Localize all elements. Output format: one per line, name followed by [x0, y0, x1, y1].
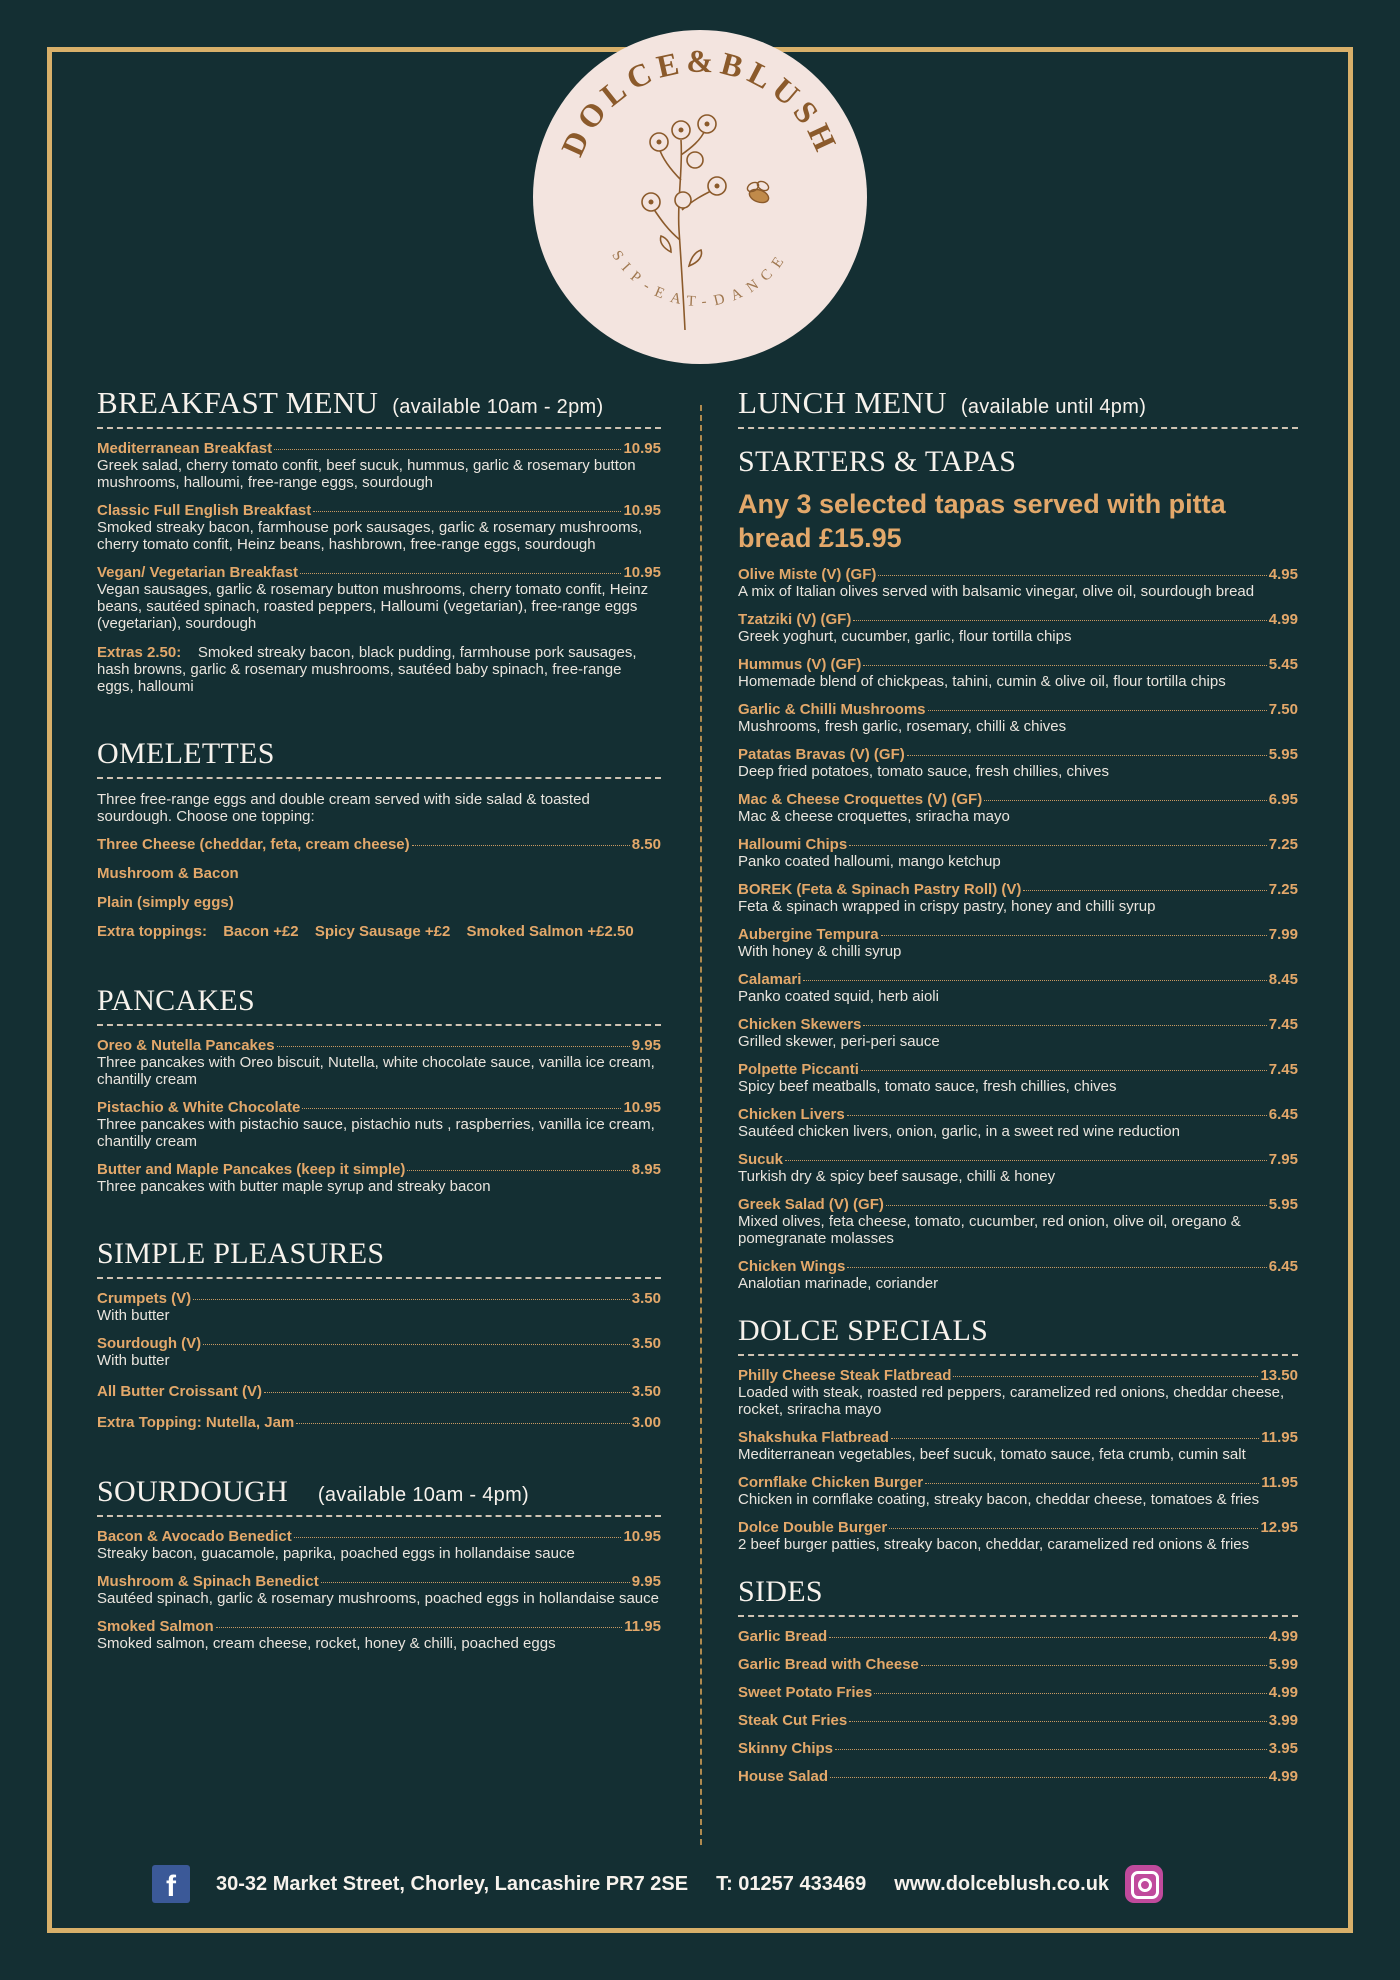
item-description: Three pancakes with Oreo biscuit, Nutella, white chocolate sauce, vanilla ice cream, chantilly cream — [97, 1054, 655, 1088]
item-name: Sucuk — [738, 1151, 784, 1168]
specials-title: DOLCE SPECIALS — [738, 1314, 989, 1347]
menu-item — [97, 1573, 661, 1607]
menu-item — [738, 971, 1298, 1005]
logo-brand-name: DOLCE&BLUSH — [553, 42, 847, 162]
simple-pleasures-header — [97, 1237, 661, 1279]
item-name: Chicken Livers — [738, 1106, 845, 1123]
menu-item — [738, 1151, 1298, 1185]
item-name: Halloumi Chips — [738, 836, 848, 853]
item-name: Tzatziki (V) (GF) — [738, 611, 852, 628]
item-name: Sourdough (V) — [97, 1335, 202, 1352]
item-name: Pistachio & White Chocolate — [97, 1099, 301, 1116]
menu-item — [738, 1628, 1298, 1645]
simple-pleasures-title: SIMPLE PLEASURES — [97, 1237, 385, 1270]
menu-item — [738, 1768, 1298, 1785]
item-name: Three Cheese (cheddar, feta, cream cheese) — [97, 836, 410, 853]
menu-item — [738, 1061, 1298, 1095]
item-price: 7.25 — [1268, 881, 1298, 898]
menu-item — [738, 701, 1298, 735]
sourdough-header — [97, 1475, 661, 1517]
breakfast-title: BREAKFAST MENU — [97, 385, 379, 420]
item-price: 10.95 — [623, 502, 661, 519]
item-name: Sweet Potato Fries — [738, 1684, 873, 1701]
item-price: 3.50 — [631, 1290, 661, 1307]
item-price: 5.95 — [1268, 746, 1298, 763]
menu-item — [97, 1528, 661, 1562]
extra-topping: Spicy Sausage +£2 — [314, 923, 451, 940]
item-description: Mediterranean vegetables, beef sucuk, tomato sauce, feta crumb, cumin salt — [738, 1446, 1246, 1463]
breakfast-items — [97, 440, 661, 695]
item-price: 12.95 — [1260, 1519, 1298, 1536]
footer — [152, 1864, 1232, 1904]
facebook-icon[interactable]: f — [152, 1865, 190, 1903]
item-name: Chicken Skewers — [738, 1016, 862, 1033]
item-description: Spicy beef meatballs, tomato sauce, fresh chillies, chives — [738, 1078, 1117, 1095]
item-name: Aubergine Tempura — [738, 926, 879, 943]
item-price: 10.95 — [623, 1528, 661, 1545]
item-name: Garlic Bread with Cheese — [738, 1656, 919, 1673]
item-name: Mac & Cheese Croquettes (V) (GF) — [738, 791, 983, 808]
item-price: 7.45 — [1268, 1016, 1298, 1033]
menu-item — [738, 1740, 1298, 1757]
right-column — [738, 385, 1298, 1785]
item-name: Oreo & Nutella Pancakes — [97, 1037, 275, 1054]
item-name: Cornflake Chicken Burger — [738, 1474, 924, 1491]
item-name: BOREK (Feta & Spinach Pastry Roll) (V) — [738, 881, 1022, 898]
left-column — [97, 385, 661, 1652]
item-name: Hummus (V) (GF) — [738, 656, 862, 673]
item-price: 4.99 — [1268, 611, 1298, 628]
item-price: 3.99 — [1268, 1712, 1298, 1729]
item-price: 8.95 — [631, 1161, 661, 1178]
item-description: With butter — [97, 1352, 170, 1369]
item-name: Classic Full English Breakfast — [97, 502, 312, 519]
item-description: Sautéed spinach, garlic & rosemary mushrooms, poached eggs in hollandaise sauce — [97, 1590, 659, 1607]
logo-tagline: SIP-EAT-DANCE — [608, 247, 792, 311]
item-name: Butter and Maple Pancakes (keep it simple) — [97, 1161, 406, 1178]
menu-item — [738, 611, 1298, 645]
extras-text: Smoked streaky bacon, black pudding, farmhouse pork sausages, hash browns, garlic & rosemary mushrooms, sautéed baby spinach, free-range eggs, halloumi — [97, 644, 637, 695]
menu-item — [97, 1037, 661, 1088]
item-name: Extra Topping: Nutella, Jam — [97, 1414, 295, 1431]
item-name: Olive Miste (V) (GF) — [738, 566, 877, 583]
item-price: 10.95 — [623, 440, 661, 457]
menu-item — [97, 1414, 661, 1431]
pancakes-title: PANCAKES — [97, 984, 256, 1017]
item-price: 6.45 — [1268, 1258, 1298, 1275]
item-name: Crumpets (V) — [97, 1290, 192, 1307]
menu-item — [97, 836, 661, 853]
item-price: 3.00 — [631, 1414, 661, 1431]
item-description: Panko coated squid, herb aioli — [738, 988, 939, 1005]
omelettes-title: OMELETTES — [97, 737, 275, 770]
item-price: 6.95 — [1268, 791, 1298, 808]
menu-item — [97, 1618, 661, 1652]
footer-address: 30-32 Market Street, Chorley, Lancashire PR7 2SE — [216, 1872, 689, 1895]
item-price: 5.95 — [1268, 1196, 1298, 1213]
menu-item — [97, 502, 661, 553]
menu-item — [738, 1684, 1298, 1701]
breakfast-availability: (available 10am - 2pm) — [392, 396, 604, 418]
menu-item — [738, 1258, 1298, 1292]
lunch-header — [738, 385, 1298, 429]
menu-item — [738, 1712, 1298, 1729]
item-description: Sautéed chicken livers, onion, garlic, in a sweet red wine reduction — [738, 1123, 1180, 1140]
menu-item — [97, 1335, 661, 1369]
item-price: 9.95 — [631, 1037, 661, 1054]
item-name: Mushroom & Spinach Benedict — [97, 1573, 319, 1590]
item-name: All Butter Croissant (V) — [97, 1383, 263, 1400]
item-description: Mixed olives, feta cheese, tomato, cucumber, red onion, olive oil, oregano & pomegranate molasses — [738, 1213, 1241, 1247]
menu-item — [97, 1099, 661, 1150]
specials-header — [738, 1314, 1298, 1356]
item-price: 11.95 — [624, 1618, 661, 1635]
item-description: Turkish dry & spicy beef sausage, chilli & honey — [738, 1168, 1056, 1185]
menu-item — [738, 836, 1298, 870]
menu-item — [738, 1106, 1298, 1140]
item-price: 6.45 — [1268, 1106, 1298, 1123]
item-price: 3.95 — [1268, 1740, 1298, 1757]
menu-item — [738, 1474, 1298, 1508]
item-description: Analotian marinade, coriander — [738, 1275, 939, 1292]
extra-topping: Smoked Salmon +£2.50 — [466, 923, 634, 940]
item-price: 13.50 — [1260, 1367, 1298, 1384]
item-price: 7.45 — [1268, 1061, 1298, 1078]
item-price: 3.50 — [631, 1335, 661, 1352]
sides-title: SIDES — [738, 1575, 823, 1608]
omelettes-intro: Three free-range eggs and double cream served with side salad & toasted sourdough. Choose one topping: — [97, 791, 590, 825]
item-name: Garlic Bread — [738, 1628, 828, 1645]
menu-item — [738, 881, 1298, 915]
item-price: 5.45 — [1268, 656, 1298, 673]
item-price: 8.50 — [631, 836, 661, 853]
column-divider — [700, 405, 702, 1845]
starters-title: STARTERS & TAPAS — [738, 445, 1017, 478]
item-description: Smoked streaky bacon, farmhouse pork sausages, garlic & rosemary mushrooms, cherry tomato confit, Heinz beans, hashbrown, free-range eggs, sourdough — [97, 519, 643, 553]
pancakes-header — [97, 984, 661, 1026]
item-description: Greek yoghurt, cucumber, garlic, flour tortilla chips — [738, 628, 1072, 645]
item-name: Garlic & Chilli Mushrooms — [738, 701, 926, 718]
item-price: 3.50 — [631, 1383, 661, 1400]
menu-item — [738, 1367, 1298, 1418]
logo-graphic — [533, 30, 867, 364]
item-name: Polpette Piccanti — [738, 1061, 859, 1078]
item-description: Homemade blend of chickpeas, tahini, cumin & olive oil, flour tortilla chips — [738, 673, 1226, 690]
item-name: Dolce Double Burger — [738, 1519, 888, 1536]
logo — [533, 30, 867, 364]
menu-item — [738, 1519, 1298, 1553]
item-name: House Salad — [738, 1768, 829, 1785]
item-description: Streaky bacon, guacamole, paprika, poached eggs in hollandaise sauce — [97, 1545, 575, 1562]
item-price: 4.99 — [1268, 1628, 1298, 1645]
menu-item — [738, 791, 1298, 825]
item-description: With butter — [97, 1307, 170, 1324]
extras-label: Extras 2.50: — [97, 644, 182, 661]
item-price: 5.99 — [1268, 1656, 1298, 1673]
item-name: Philly Cheese Steak Flatbread — [738, 1367, 952, 1384]
menu-item — [97, 1290, 661, 1324]
item-description: Feta & spinach wrapped in crispy pastry, honey and chilli syrup — [738, 898, 1156, 915]
item-description: Three pancakes with pistachio sauce, pistachio nuts , raspberries, vanilla ice cream, chantilly cream — [97, 1116, 655, 1150]
item-name: Smoked Salmon — [97, 1618, 214, 1635]
menu-item — [738, 1656, 1298, 1673]
item-price: 9.95 — [631, 1573, 661, 1590]
omelette-option: Plain (simply eggs) — [97, 894, 234, 911]
item-name: Steak Cut Fries — [738, 1712, 848, 1729]
menu-item — [97, 440, 661, 491]
item-description: 2 beef burger patties, streaky bacon, cheddar, caramelized red onions & fries — [738, 1536, 1250, 1553]
item-name: Shakshuka Flatbread — [738, 1429, 889, 1446]
item-description: Mac & cheese croquettes, sriracha mayo — [738, 808, 1010, 825]
menu-item — [738, 1016, 1298, 1050]
item-description: Chicken in cornflake coating, streaky bacon, cheddar cheese, tomatoes & fries — [738, 1491, 1260, 1508]
bee-icon — [746, 180, 771, 206]
breakfast-extras — [97, 644, 661, 695]
menu-item — [738, 566, 1298, 600]
sourdough-availability: (available 10am - 4pm) — [317, 1484, 530, 1506]
item-description: Panko coated halloumi, mango ketchup — [738, 853, 1001, 870]
omelettes-header — [97, 737, 661, 779]
svg-text:DOLCE&BLUSH — [554, 43, 846, 162]
item-price: 11.95 — [1261, 1474, 1298, 1491]
menu-item — [738, 926, 1298, 960]
menu-item — [738, 656, 1298, 690]
footer-phone[interactable]: T: 01257 433469 — [716, 1872, 867, 1895]
extras-label: Extra toppings: — [97, 923, 208, 940]
item-name: Vegan/ Vegetarian Breakfast — [97, 564, 298, 581]
item-price: 10.95 — [623, 564, 661, 581]
item-price: 7.50 — [1268, 701, 1298, 718]
footer-website[interactable]: www.dolceblush.co.uk — [894, 1872, 1110, 1895]
item-description: Mushrooms, fresh garlic, rosemary, chilli & chives — [738, 718, 1067, 735]
item-price: 11.95 — [1261, 1429, 1298, 1446]
item-description: A mix of Italian olives served with balsamic vinegar, olive oil, sourdough bread — [738, 583, 1255, 600]
item-name: Greek Salad (V) (GF) — [738, 1196, 884, 1213]
sourdough-title: SOURDOUGH — [97, 1475, 289, 1508]
item-name: Calamari — [738, 971, 802, 988]
item-name: Mediterranean Breakfast — [97, 440, 273, 457]
extra-topping: Bacon +£2 — [223, 923, 299, 940]
lunch-availability: (available until 4pm) — [960, 396, 1147, 418]
menu-item — [738, 1429, 1298, 1463]
menu-item — [738, 746, 1298, 780]
tapas-list — [738, 566, 1298, 1292]
item-price: 7.95 — [1268, 1151, 1298, 1168]
item-price: 4.95 — [1268, 566, 1298, 583]
menu-item — [97, 564, 661, 632]
item-price: 8.45 — [1268, 971, 1298, 988]
item-description: Smoked salmon, cream cheese, rocket, honey & chilli, poached eggs — [97, 1635, 556, 1652]
lunch-title: LUNCH MENU — [738, 385, 947, 420]
item-price: 4.99 — [1268, 1684, 1298, 1701]
item-price: 7.25 — [1268, 836, 1298, 853]
menu-item — [97, 1161, 661, 1195]
item-name: Chicken Wings — [738, 1258, 846, 1275]
sides-header — [738, 1575, 1298, 1617]
item-description: Deep fried potatoes, tomato sauce, fresh chillies, chives — [738, 763, 1110, 780]
item-name: Patatas Bravas (V) (GF) — [738, 746, 905, 763]
breakfast-header — [97, 385, 661, 429]
item-description: Loaded with steak, roasted red peppers, caramelized red onions, cheddar cheese, rocket, sriracha mayo — [738, 1384, 1285, 1418]
omelette-extras — [97, 923, 661, 940]
item-price: 7.99 — [1268, 926, 1298, 943]
item-description: Three pancakes with butter maple syrup and streaky bacon — [97, 1178, 491, 1195]
item-price: 10.95 — [623, 1099, 661, 1116]
instagram-icon[interactable] — [1125, 1865, 1163, 1903]
menu-item — [738, 1196, 1298, 1247]
omelette-option: Mushroom & Bacon — [97, 865, 239, 882]
item-description: With honey & chilli syrup — [738, 943, 902, 960]
item-description: Greek salad, cherry tomato confit, beef sucuk, hummus, garlic & rosemary button mushrooms, halloumi, free-range eggs, sourdough — [97, 457, 636, 491]
item-price: 4.99 — [1268, 1768, 1298, 1785]
item-description: Vegan sausages, garlic & rosemary button mushrooms, cherry tomato confit, Heinz beans, sautéed spinach, roasted peppers, Halloumi (vegetarian), free-range eggs (vegetarian), sourdough — [97, 581, 649, 632]
item-name: Skinny Chips — [738, 1740, 834, 1757]
item-description: Grilled skewer, peri-peri sauce — [738, 1033, 940, 1050]
menu-item — [97, 1383, 661, 1400]
item-name: Bacon & Avocado Benedict — [97, 1528, 292, 1545]
tapas-offer: Any 3 selected tapas served with pitta bread £15.95 — [738, 489, 1226, 553]
